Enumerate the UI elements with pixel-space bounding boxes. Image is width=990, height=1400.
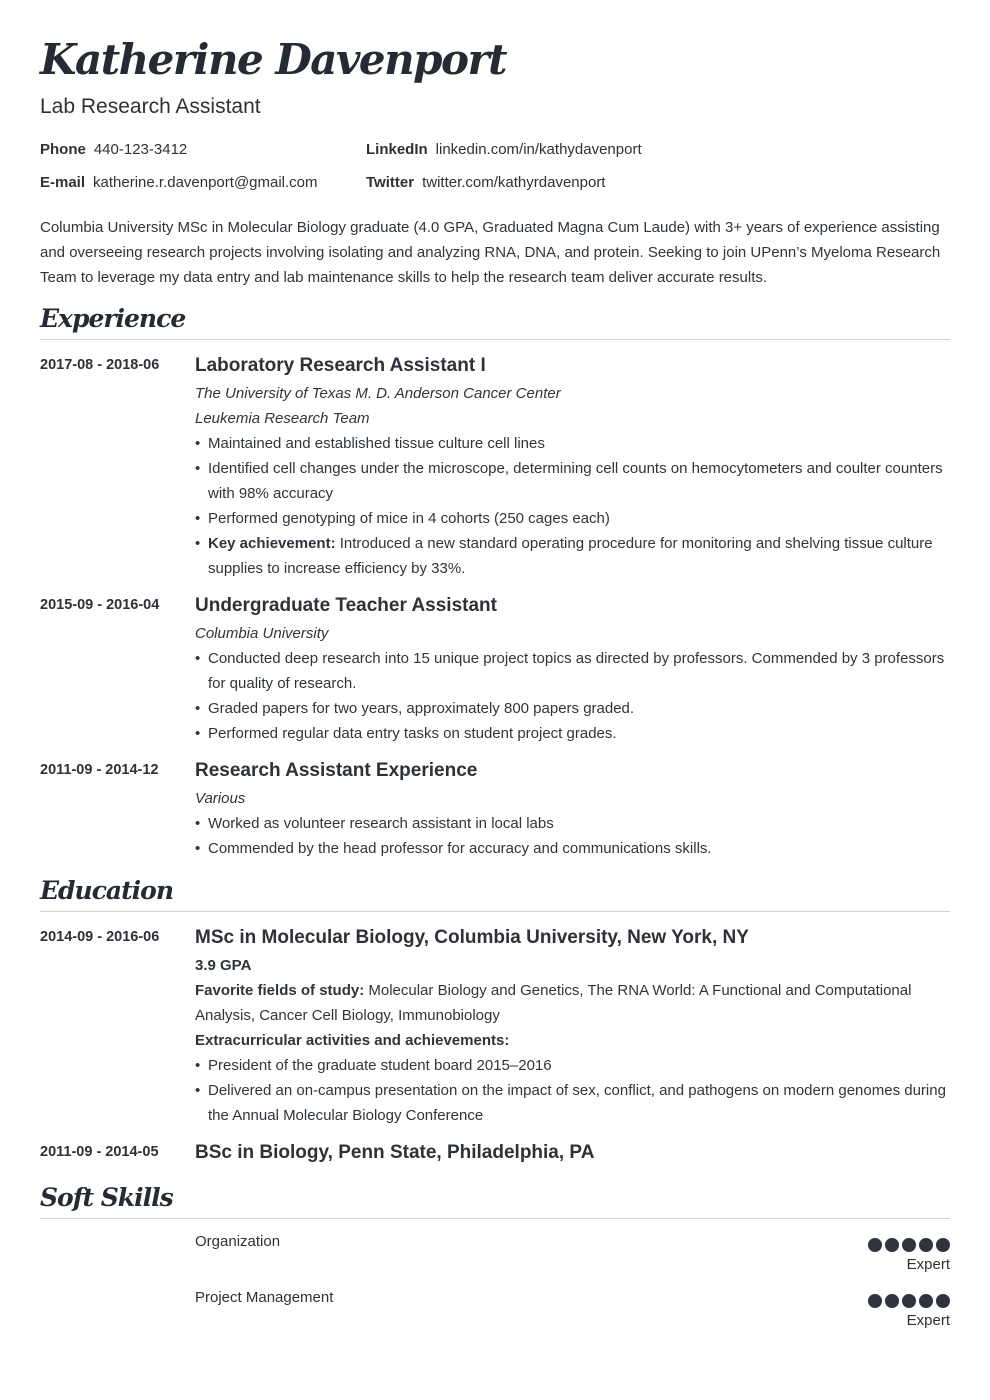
contact-value: 440-123-3412 — [93, 141, 188, 158]
bullet-item: • President of the graduate student board 2015–2016 — [195, 1053, 950, 1078]
entry-title: BSc in Biology, Penn State, Philadelphia, PA — [195, 1142, 595, 1163]
bullet-item: • Performed regular data entry tasks on student project grades. — [195, 721, 950, 746]
contact-linkedin — [366, 140, 642, 160]
extracurricular-label: Extracurricular activities and achievements: — [195, 1032, 510, 1049]
entry-body — [195, 1140, 950, 1168]
rating-dot — [936, 1238, 950, 1252]
entry-organization: Columbia University — [195, 625, 329, 642]
entry-date: 2011-09 - 2014-12 — [40, 762, 159, 778]
key-achievement-text: Introduced a new standard operating procedure for monitoring and shelving tissue culture supplies to increase efficiency by 33%. — [208, 535, 933, 577]
entry-date: 2011-09 - 2014-05 — [40, 1144, 159, 1160]
fields-of-study — [195, 978, 950, 1028]
extracurricular-heading — [195, 1028, 950, 1053]
fields-label: Favorite fields of study: — [195, 982, 365, 999]
rating-dot — [885, 1294, 899, 1308]
contact-value: linkedin.com/in/kathydavenport — [435, 141, 642, 158]
skill-row — [195, 1288, 950, 1338]
gpa-line — [195, 953, 950, 978]
entry-title: Undergraduate Teacher Assistant — [195, 595, 497, 616]
entry-bullets — [195, 1053, 950, 1128]
section-title-soft-skills: Soft Skills — [40, 1183, 173, 1212]
rating-dot — [885, 1238, 899, 1252]
entry-body — [195, 758, 950, 861]
contact-value: katherine.r.davenport@gmail.com — [93, 174, 318, 191]
contact-phone — [40, 140, 187, 160]
skill-name: Project Management — [195, 1289, 334, 1306]
rating-dot — [868, 1238, 882, 1252]
rating-dot — [902, 1238, 916, 1252]
entry-bullets — [195, 431, 950, 581]
entry-body — [195, 925, 950, 1128]
rating-dot — [868, 1294, 882, 1308]
section-divider — [40, 1218, 950, 1219]
job-title: Lab Research Assistant — [40, 95, 261, 118]
key-achievement-label: Key achievement: — [208, 535, 336, 552]
rating-dot — [919, 1238, 933, 1252]
skill-rating — [868, 1294, 950, 1308]
bullet-item: • Conducted deep research into 15 unique project topics as directed by professors. Commended by 3 professors for quality of research. — [195, 646, 950, 696]
summary-paragraph: Columbia University MSc in Molecular Biology graduate (4.0 GPA, Graduated Magna Cum Laude) with 3+ years of experience assisting and overseeing research projects involving isolating and analyzing RNA, DNA, and protein. Seeking to join UPenn’s Myeloma Research Team to leverage my data entry and lab maintenance skills to help the research team deliver accurate results. — [40, 219, 941, 286]
skill-level: Expert — [906, 1256, 950, 1273]
candidate-name: Katherine Davenport — [40, 35, 507, 84]
rating-dot — [902, 1294, 916, 1308]
entry-organization: The University of Texas M. D. Anderson Cancer Center — [195, 385, 561, 402]
entry-date: 2014-09 - 2016-06 — [40, 929, 160, 945]
entry-title: MSc in Molecular Biology, Columbia University, New York, NY — [195, 927, 749, 948]
skill-name: Organization — [195, 1233, 281, 1250]
entry-body — [195, 593, 950, 746]
entry-date: 2015-09 - 2016-04 — [40, 597, 160, 613]
entry-title: Laboratory Research Assistant I — [195, 355, 486, 376]
bullet-item: • Delivered an on-campus presentation on the impact of sex, conflict, and pathogens on modern genomes during the Annual Molecular Biology Conference — [195, 1078, 950, 1128]
entry-bullets — [195, 811, 950, 861]
entry-bullets — [195, 646, 950, 746]
section-title-education: Education — [40, 876, 174, 905]
contact-label: E-mail — [40, 174, 86, 191]
entry-team: Leukemia Research Team — [195, 410, 370, 427]
entry-title: Research Assistant Experience — [195, 760, 478, 781]
section-divider — [40, 339, 950, 340]
fields-text: Molecular Biology and Genetics, The RNA World: A Functional and Computational Analysis, Cancer Cell Biology, Immunobiology — [195, 982, 912, 1024]
contact-label: Phone — [40, 141, 86, 158]
skill-rating — [868, 1238, 950, 1252]
section-divider — [40, 911, 950, 912]
contact-label: LinkedIn — [366, 141, 428, 158]
bullet-item: • Performed genotyping of mice in 4 cohorts (250 cages each) — [195, 506, 950, 531]
skill-level: Expert — [906, 1312, 950, 1329]
contact-twitter — [366, 173, 605, 193]
bullet-item: • Maintained and established tissue culture cell lines — [195, 431, 950, 456]
rating-dot — [919, 1294, 933, 1308]
bullet-item: • Worked as volunteer research assistant in local labs — [195, 811, 950, 836]
contact-email — [40, 173, 318, 193]
entry-organization: Various — [195, 790, 246, 807]
bullet-item: • Commended by the head professor for accuracy and communications skills. — [195, 836, 950, 861]
skill-row — [195, 1232, 950, 1282]
bullet-item-key-achievement — [195, 531, 950, 581]
section-title-experience: Experience — [40, 304, 186, 333]
rating-dot — [936, 1294, 950, 1308]
entry-date: 2017-08 - 2018-06 — [40, 357, 160, 373]
contact-value: twitter.com/kathyrdavenport — [422, 174, 606, 191]
bullet-item: • Identified cell changes under the microscope, determining cell counts on hemocytometers and coulter counters with 98% accuracy — [195, 456, 950, 506]
contact-label: Twitter — [366, 174, 415, 191]
gpa: 3.9 GPA — [195, 957, 252, 974]
bullet-item: • Graded papers for two years, approximately 800 papers graded. — [195, 696, 950, 721]
entry-body — [195, 353, 950, 581]
